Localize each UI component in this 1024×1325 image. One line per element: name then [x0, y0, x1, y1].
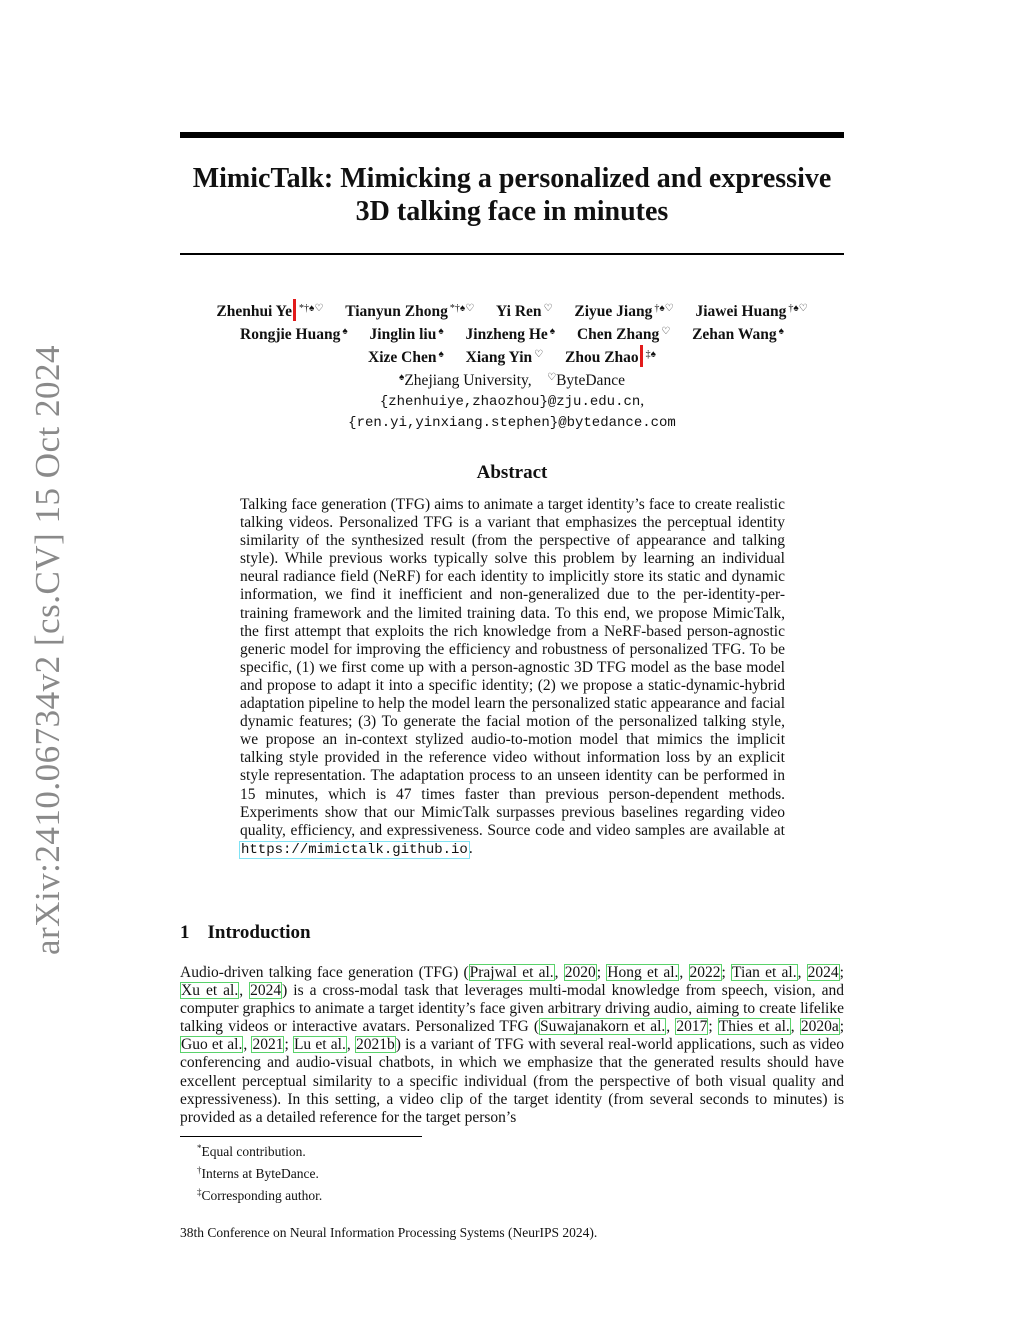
author-line-2	[150, 322, 874, 345]
paper-title: MimicTalk: Mimicking a personalized and expressive 3D talking face in minutes	[192, 163, 832, 227]
footnote: †Interns at ByteDance.	[197, 1165, 319, 1181]
author: Zehan Wang ♠	[692, 326, 784, 343]
abstract-heading: Abstract	[476, 462, 548, 483]
email-line-2: {ren.yi,yinxiang.stephen}@bytedance.com	[348, 415, 676, 431]
abstract-text: Talking face generation (TFG) aims to animate a target identity’s face to create realistic talking videos. Personalized TFG is a variant that emphasizes the perceptual identity similarity of the synthesized result (from the perspective of appearance and talking style). While previous works typically solve this problem by learning an individual neural radiance field (NeRF) for each identity to implicitly store its static and dynamic information, we find it inefficient and non-generalized due to the per-identity-per-training framework and the limited training data. To this end, we propose MimicTalk, the first attempt that exploits the rich knowledge from a NeRF-based person-agnostic generic model for improving the efficiency and robustness of personalized TFG. To be specific, (1) we first come up with a person-agnostic 3D TFG model as the base model and propose to adapt it into a specific identity; (2) we propose a static-dynamic-hybrid adaptation pipeline to help the model learn the personalized static appearance and facial dynamic features; (3) To generate the facial motion of the personalized talking style, we propose an in-context stylized audio-to-motion model that mimics the implicit talking style provided in the reference video without information loss by an explicit style representation. The adaptation process to an unseen identity can be performed in 15 minutes, which is 47 times faster than previous person-dependent methods. Experiments show that our MimicTalk surpasses previous baselines regarding video quality, efficiency, and expressiveness. Source code and video samples are available at https://mimictalk.github.io.	[240, 496, 785, 858]
citation-link[interactable]: Suwajanakorn et al.	[540, 1018, 666, 1036]
citation-link[interactable]: 2021	[252, 1036, 284, 1054]
author: Zhenhui Ye *†♠♡	[216, 303, 323, 320]
footnote: ‡Corresponding author.	[197, 1187, 323, 1203]
author: Xize Chen ♠	[368, 349, 444, 366]
footnote-rule	[180, 1136, 422, 1137]
project-url-link[interactable]: https://mimictalk.github.io	[241, 841, 468, 858]
author: Xiang Yin ♡	[465, 349, 544, 366]
author: Rongjie Huang ♠	[240, 326, 348, 343]
affiliations: ♠Zhejiang University, ♡ByteDance	[399, 372, 625, 389]
citation-link[interactable]: 2022	[689, 964, 721, 981]
citation-link[interactable]: 2024	[807, 964, 839, 981]
author: Jinglin liu ♠	[369, 326, 444, 343]
footnote: *Equal contribution.	[197, 1143, 306, 1159]
author: Jinzheng He ♠	[465, 326, 556, 343]
footnotes	[197, 1139, 322, 1205]
citation-link[interactable]: Lu et al.	[293, 1036, 346, 1054]
author: Yi Ren ♡	[496, 303, 553, 320]
author-line-1	[150, 299, 874, 322]
author-block	[150, 299, 874, 433]
arxiv-identifier: arXiv:2410.06734v2 [cs.CV] 15 Oct 2024	[28, 344, 67, 956]
author: Chen Zhang ♡	[576, 326, 671, 343]
citation-link[interactable]: Prajwal et al.	[469, 964, 554, 981]
section-heading: 1 Introduction	[180, 922, 311, 943]
email-line-1: {zhenhuiye,zhaozhou}@zju.edu.cn,	[379, 392, 645, 410]
author: Zhou Zhao ‡♠	[565, 349, 656, 366]
citation-link[interactable]: 2020	[564, 964, 596, 981]
annotation-mark	[293, 299, 296, 321]
citation-link[interactable]: 2024	[250, 982, 282, 1000]
venue-note: 38th Conference on Neural Information Processing Systems (NeurIPS 2024).	[180, 1225, 598, 1240]
author-line-3	[150, 345, 874, 368]
citation-link[interactable]: Xu et al.	[181, 982, 239, 1000]
title-top-rule	[180, 132, 844, 138]
author: Tianyun Zhong *†♠♡	[345, 303, 475, 320]
citation-link[interactable]: Hong et al.	[607, 964, 679, 981]
citation-link[interactable]: Tian et al.	[732, 964, 797, 981]
citation-link[interactable]: 2017	[676, 1018, 708, 1036]
author: Jiawei Huang †♠♡	[695, 303, 808, 320]
annotation-mark	[640, 345, 643, 367]
citation-link[interactable]: 2021b	[355, 1036, 395, 1054]
citation-link[interactable]: 2020a	[800, 1018, 839, 1036]
citation-link[interactable]: Guo et al.	[181, 1036, 243, 1054]
citation-link[interactable]: Thies et al.	[718, 1018, 790, 1036]
author: Ziyue Jiang †♠♡	[574, 303, 674, 320]
introduction-text: Audio-driven talking face generation (TFG) (Prajwal et al., 2020; Hong et al., 2022; Tian et al., 2024; Xu et al., 2024) is a cross-modal task that leverages multi-modal knowledge from speech, vision, and computer graphics to animate a target identity’s face given arbitrary driving audio, aiming to create lifelike talking videos or interactive avatars. Personalized TFG (Suwajanakorn et al., 2017; Thies et al., 2020a; Guo et al., 2021; Lu et al., 2021b) is a variant of TFG with several real-world applications, such as video conferencing and audio-visual chatbots, in which we emphasize that the generated results should have excellent perceptual similarity to a specific individual (from the perspective of both visual quality and expressiveness). In this setting, a video clip of the target identity (from several seconds to minutes) is provided as a detailed reference for the target person’s	[180, 964, 845, 1126]
title-bottom-rule	[180, 253, 844, 255]
